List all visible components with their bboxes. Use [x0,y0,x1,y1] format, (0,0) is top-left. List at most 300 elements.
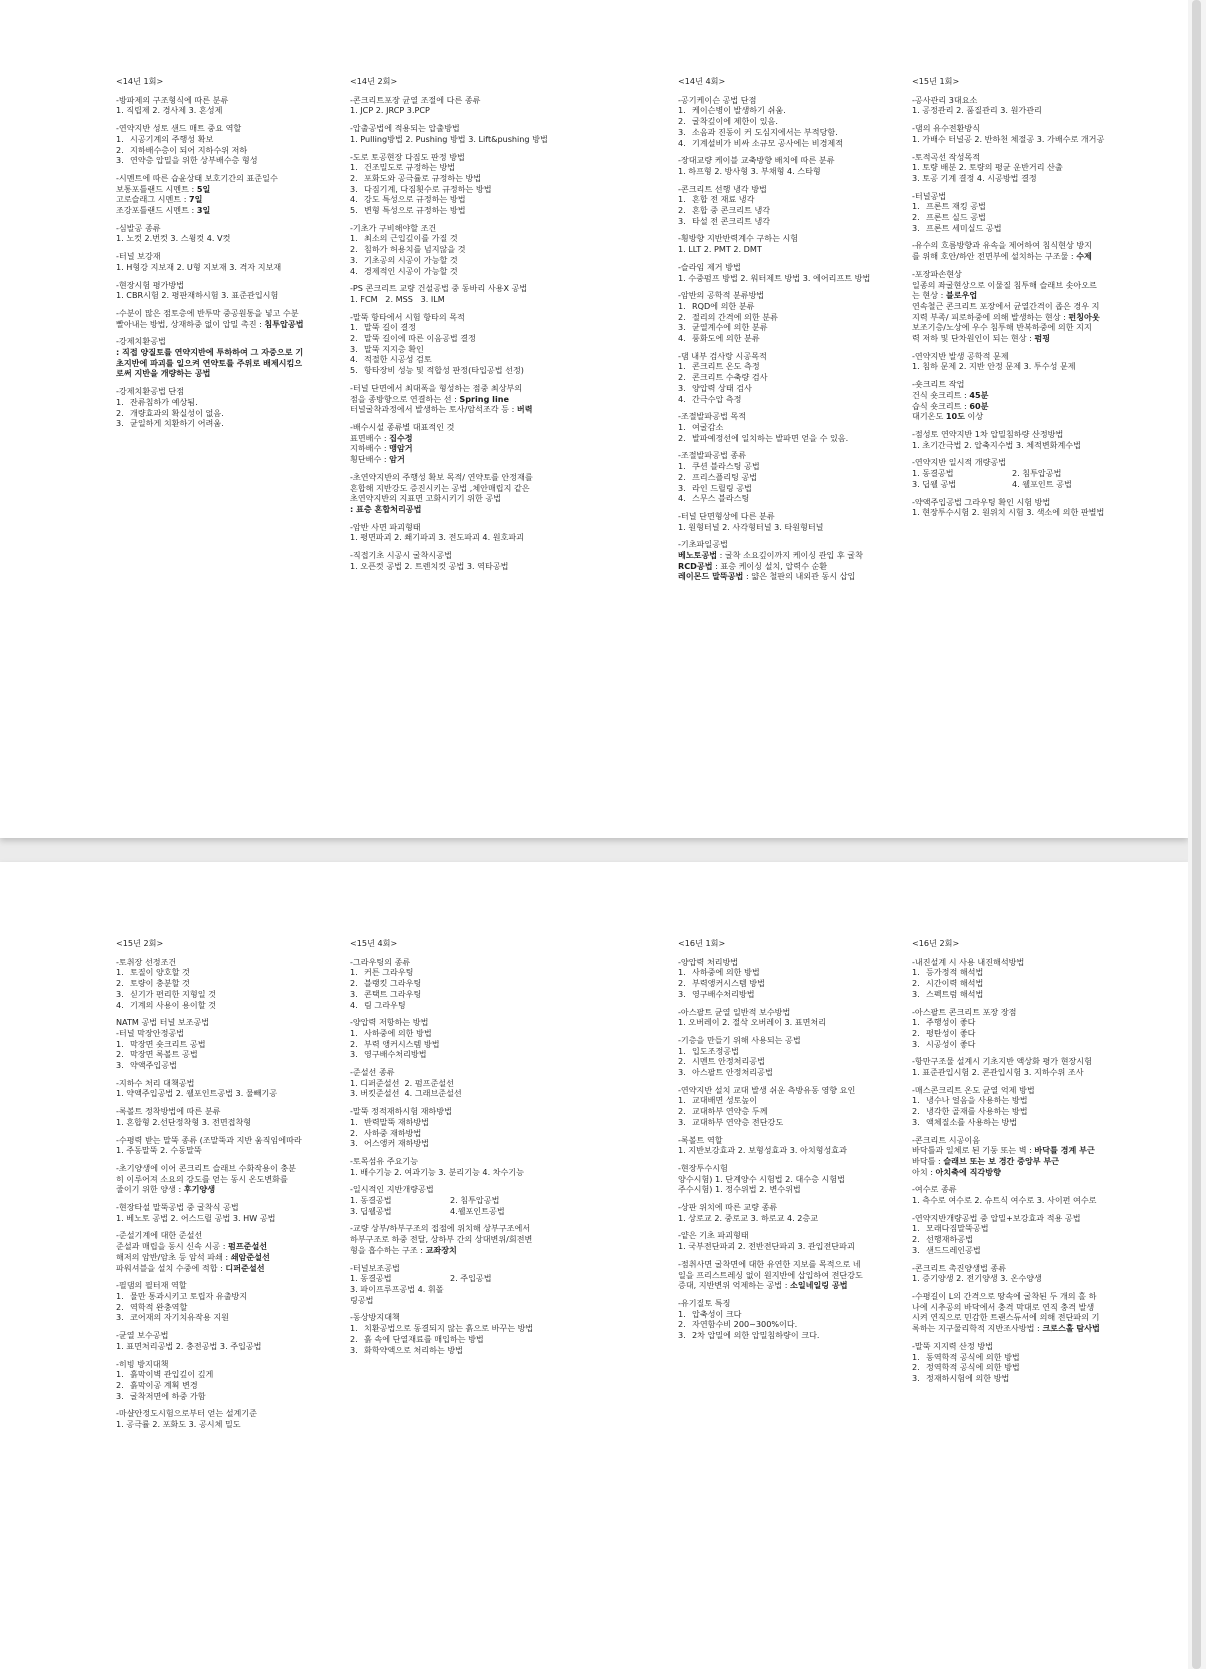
section-title: -교량 상부/하부구조의 접점에 위치해 상부구조에서 [350,1223,531,1234]
numbered-item [678,372,914,383]
item-number: 2. [678,311,686,322]
numbered-item [116,1380,352,1391]
section-line: 히 이루어져 소요의 강도를 얻는 동시 온도변화를 [116,1173,288,1184]
key-term: 버력 [516,404,533,415]
item-number: 1. [912,1351,920,1362]
section-line: 습식 숏크리트 : 60분 [912,400,989,411]
numbered-item [912,1039,1148,1050]
item-number: 3. [912,1116,920,1127]
key-term: 베노토공법 [678,550,718,561]
key-term: Spring line [459,393,509,404]
item-number: 2. [350,978,358,989]
section-title: -초연약지반의 주행성 확보 목적/ 연약토를 안정재를 [350,471,533,482]
note-column [350,938,586,1362]
section-line: 파워셔블을 설치 수중에 적합 : 디퍼준설선 [116,1262,265,1273]
key-term: 침투압공법 [264,318,304,329]
item-number: 3. [350,1049,358,1060]
numbered-item [678,989,914,1000]
numbered-item [350,173,586,184]
item-text: 영구배수처리방법 [692,988,755,999]
note-section [350,1223,586,1255]
section-line: 1. 침하 문제 2. 지반 안정 문제 3. 투수성 문제 [912,361,1076,372]
numbered-item [678,422,914,433]
item-number: 2. [912,978,920,989]
section-title: -일시적인 지반개량공법 [350,1184,434,1195]
numbered-item [912,1028,1148,1039]
exam-session-heading: <16년 1회> [678,938,726,948]
section-title: -강제치환공법 단점 [116,386,185,397]
numbered-item [912,223,1148,234]
numbered-item [678,383,914,394]
note-section [912,191,1148,234]
page-sheet-1 [0,0,1188,838]
numbered-item [116,145,352,156]
numbered-item [678,361,914,372]
numbered-item [350,1049,586,1060]
item-number: 2. [912,1234,920,1245]
item-number: 1. [350,1027,358,1038]
item-number: 1. [350,322,358,333]
numbered-item [678,1117,914,1128]
item-number: 3. [678,1330,686,1341]
numbered-item [678,105,914,116]
numbered-item [912,201,1148,212]
item-number: 3. [678,322,686,333]
note-section [350,1263,586,1306]
item-number: 4. [350,354,358,365]
numbered-item [116,1049,352,1060]
item-number: 1. [678,361,686,372]
numbered-item [350,233,586,244]
pair-item: 2. 침투압공법 [450,1195,500,1206]
section-title: -양압력 저항하는 방법 [350,1017,429,1028]
numbered-item [912,967,1148,978]
item-text: 커튼 그라우팅 [364,967,414,978]
item-number: 5. [350,365,358,376]
note-column [116,76,352,436]
note-section [912,1135,1148,1178]
item-text: 치환공법으로 동결되지 않는 흙으로 바꾸는 방법 [364,1323,534,1334]
key-term: : 표층 혼합처리공법 [350,503,422,514]
pair-item: 1. 동결공법 [350,1195,392,1206]
item-number: 1. [912,1095,920,1106]
item-text: 시멘트 안정처리공법 [692,1056,765,1067]
section-line: 1. 평면파괴 2. 쐐기파괴 3. 전도파괴 4. 원호파괴 [350,532,524,543]
section-title: -연약지반 성토 샌드 매트 중요 역할 [116,123,242,134]
item-number: 2. [116,1301,124,1312]
section-line: 시켜 연직으로 민감한 트랜스듀서에 의해 전단파의 기 [912,1312,1100,1323]
section-title: -필댐의 필터재 역할 [116,1280,187,1291]
section-title: -상판 위치에 따른 교량 종류 [678,1202,778,1213]
section-title: -수평길이 L의 간격으로 땅속에 굴착된 두 개의 홀 하 [912,1290,1097,1301]
scrollbar-thumb[interactable] [1192,0,1201,1669]
item-text: 아스팔트 안정처리공법 [692,1067,773,1078]
item-number: 3. [116,1060,124,1071]
note-section [116,1017,352,1071]
note-section [678,233,914,254]
item-number: 3. [678,482,686,493]
section-title: -터널 단면에서 최대폭을 형성하는 점중 최상부의 [350,382,523,393]
note-section [116,123,352,166]
item-number: 4. [116,999,124,1010]
section-title: -콘크리트 시공이음 [912,1134,981,1145]
section-title: -아스팔트 균열 일반적 보수방법 [678,1006,791,1017]
item-text: 흙 속에 단열재료를 매입하는 방법 [364,1333,484,1344]
item-text: 사하중 재하방법 [364,1127,422,1138]
numbered-item [350,365,586,376]
numbered-item [116,1060,352,1071]
item-number: 3. [678,215,686,226]
section-line: 일을 프리스트레싱 없이 원지반에 삽입하여 전단강도 [678,1269,863,1280]
item-number: 3. [912,1372,920,1383]
section-title: -말뚝 지지력 산정 방법 [912,1340,994,1351]
pair-item: 2. 침투압공법 [1012,468,1062,479]
key-term: 쇄암준설선 [230,1251,270,1262]
item-text: 항타장비 성능 및 적합성 판정(타입공법 선정) [364,365,524,376]
section-line: 지하배수 : 맹암거 [350,443,413,454]
section-line: 베노토공법 : 굴착 소요깊이까지 케이싱 관입 후 굴착 [678,550,863,561]
item-text: 시공성이 좋다 [926,1038,976,1049]
item-text: 교대배면 성토높이 [692,1095,758,1106]
section-line: 1. 현장투수시험 2. 원위치 시험 3. 색소에 의한 판별법 [912,507,1105,518]
section-line: 1. 약액주입공법 2. 웰포인트공법 3. 물빼기공 [116,1088,278,1099]
section-line: 표면배수 : 집수정 [350,432,413,443]
item-number: 1. [678,1095,686,1106]
section-title: -현장투수시험 [678,1162,728,1173]
item-text: 절리의 간격에 의한 분류 [692,311,778,322]
note-section [350,383,586,415]
note-section [678,1259,914,1291]
item-text: 교대하부 연약층 전단강도 [692,1116,784,1127]
key-term: 집수정 [389,432,413,443]
note-section [678,450,914,504]
numbered-item [350,989,586,1000]
item-text: 냉각한 골재를 사용하는 방법 [926,1106,1028,1117]
section-line: 1. 초기간극법 2. 압축지수법 3. 체적변화계수법 [912,439,1081,450]
note-section [116,223,352,244]
numbered-item [912,1373,1148,1384]
pair-item: 4.웰포인트공법 [450,1205,505,1216]
item-text: 물만 통과시키고 토립자 유출방지 [130,1290,248,1301]
note-section [116,1408,352,1429]
item-text: 영구배수처리방법 [364,1049,427,1060]
note-section [678,539,914,582]
item-number: 2. [678,1106,686,1117]
note-section [116,1163,352,1195]
item-text: 콘크리트 온도 측정 [692,361,760,372]
item-text: 풍화도에 의한 분류 [692,333,760,344]
numbered-item [678,493,914,504]
section-line: 주수시험) 1. 정수위법 2. 변수위법 [678,1184,801,1195]
numbered-item [912,1106,1148,1117]
item-text: 막장면 숏크리트 공법 [130,1038,206,1049]
section-line: 3. 토공 기계 결정 4. 시공방법 결정 [912,172,1037,183]
section-title: -말뚝 정적재하시험 재하방법 [350,1106,452,1117]
vertical-scrollbar[interactable] [1188,0,1206,1669]
section-line: 하부구조로 하중 전달, 상하부 간의 상대변위/회전변 [350,1234,533,1245]
section-title: -얕은 기초 파괴형태 [678,1230,749,1241]
section-title: -매스콘크리트 온도 균열 억제 방법 [912,1084,1035,1095]
numbered-item [912,1245,1148,1256]
item-text: 시간이력 해석법 [926,978,984,989]
key-term: 암거 [389,454,405,465]
item-text: 말뚝 길이 결정 [364,322,417,333]
numbered-item [678,205,914,216]
item-number: 2. [912,1027,920,1038]
section-title: -터널공법 [912,190,947,201]
numbered-item [678,116,914,127]
item-text: 잔류침하가 예상됨. [130,396,198,407]
exam-session-heading: <14년 2회> [350,76,398,86]
numbered-item [350,967,586,978]
section-title: -그라우팅의 종류 [350,956,411,967]
item-number: 2. [678,116,686,127]
section-title: -암반 사면 파괴형태 [350,521,421,532]
numbered-item [350,1117,586,1128]
section-line: 혼합해 지반강도 증진시키는 공법 ,체안매립지 같은 [350,482,530,493]
item-number: 3. [116,1390,124,1401]
section-title: -횡방향 지반반력계수 구하는 시험 [678,233,799,244]
item-text: 양압력 상태 검사 [692,382,752,393]
item-number: 2. [912,1362,920,1373]
section-line: 레이몬드 말뚝공법 : 얇은 철판의 내외관 동시 삽입 [678,571,856,582]
section-title: -약액주입공법 그라우팅 확인 시험 방법 [912,496,1051,507]
item-text: 균열계수에 의한 분류 [692,322,768,333]
item-text: 여굴감소 [692,421,724,432]
section-title: -연약지반 일시적 개량공법 [912,457,1007,468]
key-term: 7일 [189,194,203,205]
section-line: 를 위해 호안/하안 전면부에 설치하는 구조물 : 수제 [912,251,1092,262]
item-text: 스펙트럼 해석법 [926,988,984,999]
note-section [912,957,1148,1000]
numbered-item [116,1291,352,1302]
item-number: 2. [678,372,686,383]
note-column [912,938,1148,1391]
section-line: 1. 직립제 2. 경사제 3. 혼성제 [116,105,223,116]
note-section [912,1056,1148,1077]
numbered-item [678,978,914,989]
section-title: -조절발파공법 종류 [678,450,747,461]
pair-item: 1. 동결공법 [912,468,954,479]
numbered-item [116,1369,352,1380]
item-number: 2. [116,407,124,418]
numbered-item [678,1067,914,1078]
item-number: 1. [912,967,920,978]
section-line: 해저의 암반/암초 등 암석 파쇄 : 쇄암준설선 [116,1251,270,1262]
pair-item: 3. 딥웰 공법 [912,478,957,489]
section-line: 1. 혼합형 2.선단정착형 3. 전면접착형 [116,1116,252,1127]
note-section [350,472,586,515]
note-section [912,351,1148,372]
note-section [678,1230,914,1251]
note-section [116,173,352,216]
section-line: 준설과 매립을 동시 신속 시공 : 펌프준설선 [116,1241,268,1252]
note-section [678,957,914,1000]
paired-items [912,479,1148,490]
section-title: -콘크리트 촉진양생법 종류 [912,1262,1007,1273]
item-number: 3. [678,1067,686,1078]
note-section [912,123,1148,144]
section-line: 증대, 지반변위 억제하는 공법 : 소일네일링 공법 [678,1280,848,1291]
numbered-item [678,333,914,344]
numbered-item [116,1302,352,1313]
note-section [350,1017,586,1060]
section-title: -포장파손현상 [912,268,962,279]
item-number: 2. [350,333,358,344]
numbered-item [350,333,586,344]
item-text: 평탄성이 좋다 [926,1027,976,1038]
numbered-item [678,138,914,149]
item-text: 경제적인 시공이 가능할 것 [364,265,458,276]
numbered-item [678,322,914,333]
section-title: -터널보조공법 [350,1262,400,1273]
section-line: 1. 하프형 2. 방사형 3. 부채형 4. 스타형 [678,165,821,176]
item-number: 1. [350,1116,358,1127]
item-number: 1. [912,1223,920,1234]
section-title: -수분이 많은 점토층에 반투막 중공원통을 넣고 수분 [116,307,299,318]
note-section [350,1184,586,1216]
numbered-item [912,1362,1148,1373]
section-title: -유수의 흐름방향과 유속을 제어하여 침식현상 방지 [912,240,1092,251]
item-text: 소음과 진동이 커 도심지에서는 부적당함. [692,126,838,137]
numbered-item [350,1028,586,1039]
item-number: 1. [678,194,686,205]
exam-session-heading: <14년 1회> [116,76,164,86]
item-number: 3. [350,343,358,354]
item-text: 주행성이 좋다 [926,1017,976,1028]
item-number: 2. [350,1127,358,1138]
note-column [678,76,914,589]
section-line: 1. Pulling방법 2. Pushing 방법 3. Lift&pushing 방법 [350,133,548,144]
item-text: 정역학적 공식에 의한 방법 [926,1362,1020,1373]
key-term: 교좌장치 [425,1244,457,1255]
note-section [350,522,586,543]
pair-item: 2. 주입공법 [450,1273,492,1284]
section-line: 1. 상로교 2. 중로교 3. 하로교 4. 2층교 [678,1212,819,1223]
note-section [912,152,1148,184]
key-term: 소일네일링 공법 [790,1280,848,1291]
section-line: 바닥틀과 일체로 된 기둥 또는 벽 : 바닥틀 경계 부근 [912,1145,1095,1156]
section-line [116,358,352,369]
item-text: 혼합 중 콘크리트 냉각 [692,205,771,216]
section-line: 초연약지반의 지표면 고화시키기 위한 공법 [350,493,502,504]
item-text: 기계설비가 비싸 소규모 공사에는 비경제적 [692,137,844,148]
section-line: 력 저하 및 단차원인이 되는 현상 : 펌핑 [912,333,1051,344]
item-number: 1. [678,105,686,116]
section-line: 1. 디퍼준설선 2. 펌프준설선 [350,1077,454,1088]
numbered-item [116,155,352,166]
section-title: -연약지반 발생 공학적 문제 [912,350,1009,361]
item-number: 1. [350,1323,358,1334]
numbered-item [350,184,586,195]
item-number: 5. [350,205,358,216]
note-section [678,262,914,283]
note-section [678,290,914,344]
item-text: 사하중에 의한 방법 [692,967,760,978]
section-title: -토적곡선 작성목적 [912,151,981,162]
numbered-item [350,978,586,989]
item-text: 다짐기계, 다짐횟수로 규정하는 방법 [364,183,492,194]
note-section [116,1280,352,1323]
numbered-item [678,967,914,978]
item-number: 2. [350,1333,358,1344]
item-text: 약액주입공법 [130,1060,177,1071]
section-title: -암반의 공학적 분류방법 [678,290,765,301]
item-text: 변형 특성으로 규정하는 방법 [364,205,466,216]
item-number: 1. [350,967,358,978]
item-text: 부력 앵커시스템 방법 [364,1038,440,1049]
section-line: 보통포틀랜드 시멘트 : 5일 [116,183,211,194]
note-section [350,957,586,1011]
key-term: 디퍼준설선 [225,1262,265,1273]
numbered-item [912,212,1148,223]
paired-items [350,1206,586,1217]
section-line: 1. 노컷 2.번컷 3. 스윙컷 4. V컷 [116,233,231,244]
section-title: -심발공 종류 [116,222,161,233]
item-number: 2. [678,1056,686,1067]
key-term: RCD공법 [678,560,713,571]
item-text: 타설 전 콘크리트 냉각 [692,215,771,226]
section-line: 1. 국부전단파괴 2. 전반전단파괴 3. 관입전단파괴 [678,1241,855,1252]
item-number: 3. [678,126,686,137]
numbered-item [912,1017,1148,1028]
note-section [912,240,1148,261]
numbered-item [678,472,914,483]
item-text: 압축성이 크다 [692,1308,742,1319]
item-text: 기계의 사용이 용이할 것 [130,999,216,1010]
section-title: -공기케이슨 공법 단점 [678,94,757,105]
item-text: 연약층 압밀을 위한 상부배수층 형성 [130,155,258,166]
section-title: -록볼트 정착방법에 따른 분류 [116,1106,221,1117]
paired-items [350,1195,586,1206]
note-section [678,95,914,149]
note-section [116,1202,352,1223]
note-section [116,1078,352,1099]
section-line: 1. CBR시험 2. 평판재하시험 3. 표준관입시험 [116,290,279,301]
numbered-item [678,127,914,138]
numbered-item [116,967,352,978]
paired-items [350,1273,586,1284]
section-title: -연약지반개량공법 중 압밀+보강효과 적용 공법 [912,1212,1081,1223]
pair-item: 4. 웰포인트 공법 [1012,478,1072,489]
item-text: 기초공의 시공이 가능할 것 [364,254,458,265]
section-line: 터널굴착과정에서 발생하는 토사/암석조각 등 : 버력 [350,404,533,415]
section-line: 점을 종방향으로 연결하는 선 : Spring line [350,393,509,404]
item-text: 화학약액으로 처리하는 방법 [364,1344,463,1355]
item-text: 어스앵커 재하방법 [364,1138,430,1149]
item-text: 스무스 블라스팅 [692,493,750,504]
key-term: 3일 [196,205,211,216]
numbered-item [350,322,586,333]
item-text: 등가정적 해석법 [926,967,984,978]
numbered-item [678,433,914,444]
note-section [116,386,352,429]
numbered-item [912,1117,1148,1128]
item-text: 토량이 충분할 것 [130,978,190,989]
section-title: -방파제의 구조형식에 따른 분류 [116,94,229,105]
numbered-item [678,1319,914,1330]
item-text: 건조밀도로 규정하는 방법 [364,162,456,173]
note-section [678,1035,914,1078]
numbered-item [678,461,914,472]
numbered-item [912,1352,1148,1363]
key-term: 펀칭아웃 [1068,311,1100,322]
item-text: 사하중에 의한 방법 [364,1027,432,1038]
section-line: 1. 수중펌프 방법 2. 워터제트 방법 3. 에어리프트 방법 [678,272,871,283]
item-text: 프론트 실드 공법 [926,212,986,223]
key-term: 펌프준설선 [228,1241,268,1252]
section-line: RCD공법 : 표층 케이싱 설치, 압력수 순환 [678,560,828,571]
